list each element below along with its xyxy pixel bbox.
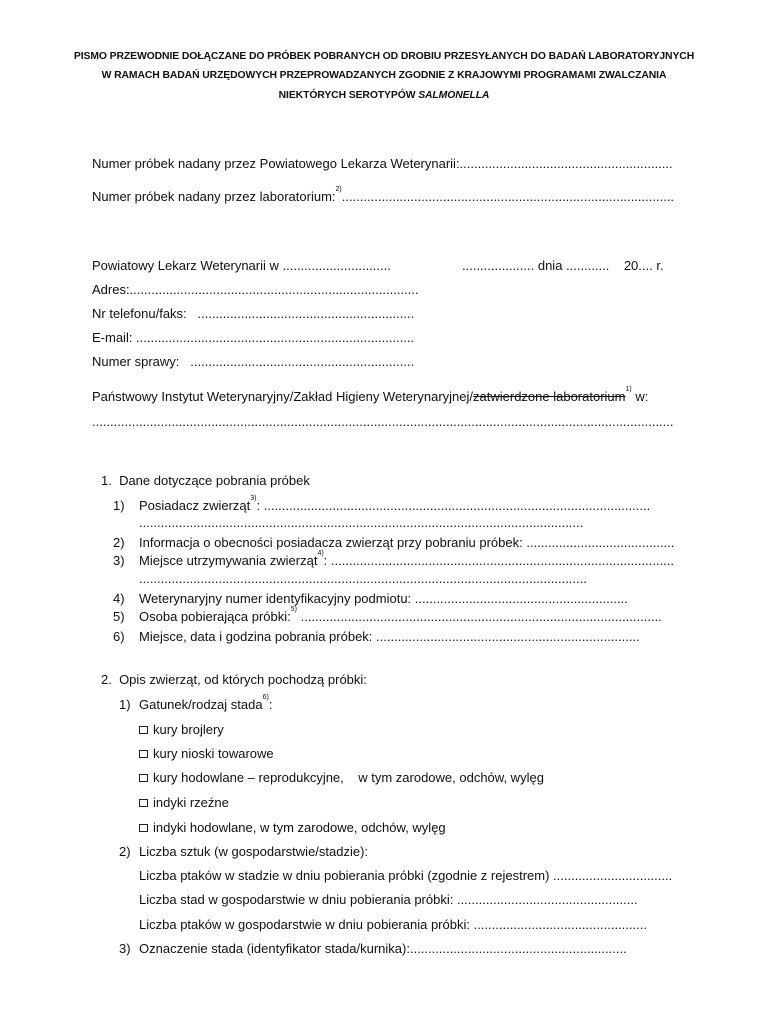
checkbox-icon[interactable] <box>139 774 148 782</box>
item-num: 4) <box>113 591 125 606</box>
animal-location-continuation[interactable]: ............................................................................................................................ <box>139 571 587 586</box>
section-1-heading: 1. Dane dotyczące pobrania próbek <box>101 473 310 488</box>
sampler-field[interactable] <box>139 606 662 625</box>
sampling-place-date-field[interactable]: Miejsce, data i godzina pobrania próbek: ......................................................................... <box>139 629 640 644</box>
vet-id-number-field[interactable]: Weterynaryjny numer identyfikacyjny podmiotu: ........................................................... <box>139 591 628 606</box>
sample-number-lab-field[interactable] <box>92 186 675 205</box>
checkbox-icon[interactable] <box>139 726 148 734</box>
title-line-3-text: NIEKTÓRYCH SEROTYPÓW <box>278 90 419 101</box>
item-num: 2) <box>113 535 125 550</box>
footnote-mark: 1) <box>625 386 632 393</box>
birds-in-flock-field[interactable]: Liczba ptaków w stadzie w dniu pobierania próbki (zgodnie z rejestrem) ................................. <box>139 868 673 883</box>
checkbox-icon[interactable] <box>139 750 148 758</box>
item-num: 3) <box>119 941 131 956</box>
option-breeding-hens[interactable] <box>139 770 544 786</box>
dots: : ............................................................................................... <box>323 553 675 568</box>
checkbox-icon[interactable] <box>139 799 148 807</box>
case-number-field[interactable]: Numer sprawy: .............................................................. <box>92 354 415 369</box>
footnote-mark: 6) <box>262 694 269 701</box>
vet-location-field[interactable]: Powiatowy Lekarz Weterynarii w .............................. <box>92 258 391 273</box>
sample-number-vet-field[interactable]: Numer próbek nadany przez Powiatowego Lekarza Weterynarii:........................................................... <box>92 156 673 171</box>
option-breeding-turkeys[interactable] <box>139 820 446 836</box>
footnote-mark: 2) <box>335 186 342 193</box>
institute-label: Państwowy Instytut Weterynaryjny/Zakład Higieny Weterynaryjnej/ <box>92 389 474 404</box>
option-label: kury brojlery <box>153 722 224 737</box>
animal-owner-field[interactable] <box>139 495 651 514</box>
institute-suffix: w: <box>631 389 649 404</box>
option-label: kury hodowlane – reprodukcyjne, w tym zarodowe, odchów, wylęg <box>153 770 544 785</box>
struck-text: zatwierdzone laboratorium <box>473 389 626 404</box>
footnote-mark: 3) <box>250 495 257 502</box>
count-heading: Liczba sztuk (w gospodarstwie/stadzie): <box>139 844 369 859</box>
item-num: 1) <box>113 498 125 513</box>
label: Osoba pobierająca próbki: <box>139 609 291 624</box>
option-laying-hens[interactable] <box>139 746 274 762</box>
email-field[interactable]: E-mail: ............................................................................. <box>92 330 415 345</box>
owner-presence-field[interactable]: Informacja o obecności posiadacza zwierząt przy pobraniu próbek: ......................................... <box>139 535 675 550</box>
checkbox-icon[interactable] <box>139 824 148 832</box>
footnote-mark: 4) <box>317 550 324 557</box>
item-num: 2) <box>119 844 131 859</box>
animal-location-field[interactable] <box>139 550 675 569</box>
species-heading <box>139 694 273 713</box>
date-field[interactable]: .................... dnia ............ 20.... r. <box>462 258 664 273</box>
title-salmonella: SALMONELLA <box>418 90 490 101</box>
option-fattening-turkeys[interactable] <box>139 795 229 811</box>
dots: .................................................................................................... <box>297 609 662 624</box>
animal-owner-continuation[interactable]: ........................................................................................................................... <box>139 515 584 530</box>
label: Numer próbek nadany przez laboratorium: <box>92 189 336 204</box>
item-num: 3) <box>113 553 125 568</box>
label: Gatunek/rodzaj stada <box>139 697 263 712</box>
title-line-2: W RAMACH BADAŃ URZĘDOWYCH PRZEPROWADZANYCH ZGODNIE Z KRAJOWYMI PROGRAMAMI ZWALCZANIA <box>101 70 667 81</box>
title-line-3 <box>60 88 708 104</box>
item-num: 6) <box>113 629 125 644</box>
label: Posiadacz zwierząt <box>139 498 251 513</box>
item-num: 5) <box>113 609 125 624</box>
birds-in-farm-field[interactable]: Liczba ptaków w gospodarstwie w dniu pobierania próbki: ................................................ <box>139 917 647 932</box>
item-num: 1) <box>119 697 131 712</box>
dots: : ........................................................................................................... <box>256 498 651 513</box>
institute-field[interactable] <box>92 386 649 405</box>
option-label: kury nioski towarowe <box>153 746 274 761</box>
option-broilers[interactable] <box>139 722 224 738</box>
address-field[interactable]: Adres:................................................................................ <box>92 282 419 297</box>
dots: ............................................................................................ <box>341 189 675 204</box>
institute-dots[interactable]: ................................................................................................................................................................. <box>92 414 674 429</box>
flock-id-field[interactable]: Oznaczenie stada (identyfikator stada/kurnika):............................................................ <box>139 941 627 956</box>
section-2-heading: 2. Opis zwierząt, od których pochodzą próbki: <box>101 672 367 687</box>
phone-field[interactable]: Nr telefonu/faks: ............................................................ <box>92 306 415 321</box>
option-label: indyki rzeźne <box>153 795 229 810</box>
label: Miejsce utrzymywania zwierząt <box>139 553 318 568</box>
title-line-1: PISMO PRZEWODNIE DOŁĄCZANE DO PRÓBEK POBRANYCH OD DROBIU PRZESYŁANYCH DO BADAŃ LABORATORYJNYCH <box>73 51 695 62</box>
colon: : <box>268 697 273 712</box>
footnote-mark: 5) <box>290 606 297 613</box>
option-label: indyki hodowlane, w tym zarodowe, odchów, wylęg <box>153 820 446 835</box>
flocks-in-farm-field[interactable]: Liczba stad w gospodarstwie w dniu pobierania próbki: .................................................. <box>139 892 638 907</box>
